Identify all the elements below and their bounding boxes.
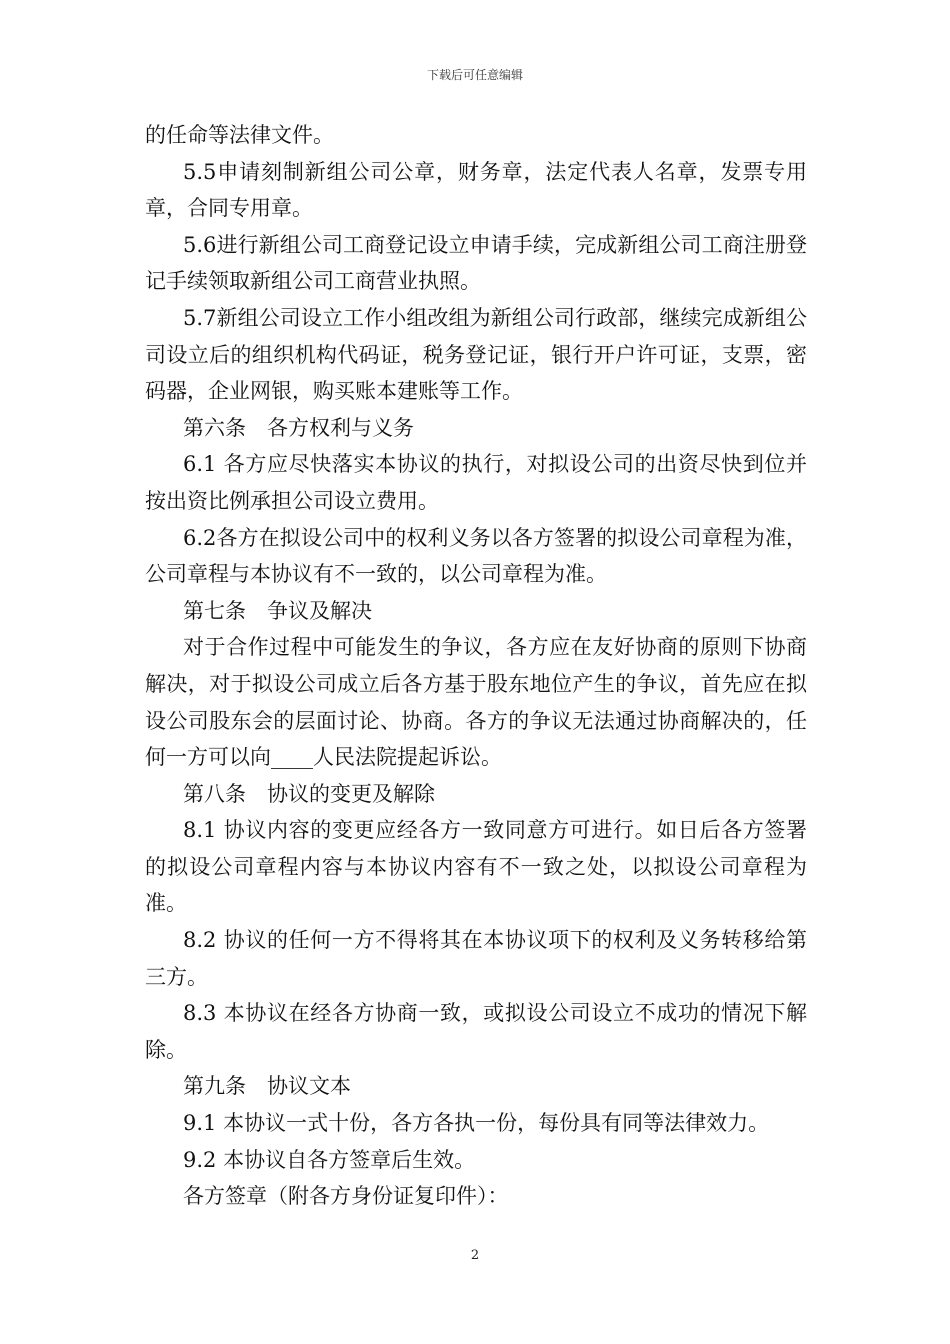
- paragraph: 的任命等法律文件。: [145, 123, 334, 147]
- page-header: 下载后可任意编辑: [426, 68, 523, 82]
- section-heading: 第九条 协议文本: [183, 1074, 351, 1099]
- paragraph: 5.5申请刻制新组公司公章，财务章，法定代表人名章，发票专用章，合同专用章。: [145, 159, 807, 221]
- signature-line: 各方签章（附各方身份证复印件）：: [183, 1184, 509, 1209]
- paragraph: 5.6进行新组公司工商登记设立申请手续，完成新组公司工商注册登记手续领取新组公司工商营业执照。: [145, 232, 807, 294]
- paragraph: 8.2 协议的任何一方不得将其在本协议项下的权利及义务转移给第三方。: [145, 928, 807, 989]
- paragraph: 9.1 本协议一式十份，各方各执一份，每份具有同等法律效力。: [183, 1111, 770, 1136]
- section-heading: 第六条 各方权利与义务: [183, 415, 414, 440]
- paragraph: 5.7新组公司设立工作小组改组为新组公司行政部，继续完成新组公司设立后的组织机构代码证，税务登记证，银行开户许可证，支票，密码器，企业网银，购买账本建账等工作。: [145, 305, 807, 404]
- page-number: 2: [470, 1248, 480, 1263]
- section-heading: 第八条 协议的变更及解除: [183, 781, 435, 806]
- paragraph: 对于合作过程中可能发生的争议，各方应在友好协商的原则下协商解决，对于拟设公司成立后各方基于股东地位产生的争议，首先应在拟设公司股东会的层面讨论、协商。各方的争议无法通过协商解决的，任何一方可以向____人民法院提起诉讼。: [145, 635, 807, 770]
- paragraph: 6.1 各方应尽快落实本协议的执行，对拟设公司的出资尽快到位并按出资比例承担公司设立费用。: [145, 452, 807, 513]
- document-body: [145, 117, 807, 1215]
- paragraph: 9.2 本协议自各方签章后生效。: [183, 1147, 476, 1172]
- paragraph: 8.3 本协议在经各方协商一致，或拟设公司设立不成功的情况下解除。: [145, 1001, 807, 1062]
- paragraph: 8.1 协议内容的变更应经各方一致同意方可进行。如日后各方签署的拟设公司章程内容与本协议内容有不一致之处，以拟设公司章程为准。: [145, 818, 807, 916]
- section-heading: 第七条 争议及解决: [183, 598, 372, 623]
- paragraph: 6.2各方在拟设公司中的权利义务以各方签署的拟设公司章程为准，公司章程与本协议有不一致的，以公司章程为准。: [145, 525, 807, 587]
